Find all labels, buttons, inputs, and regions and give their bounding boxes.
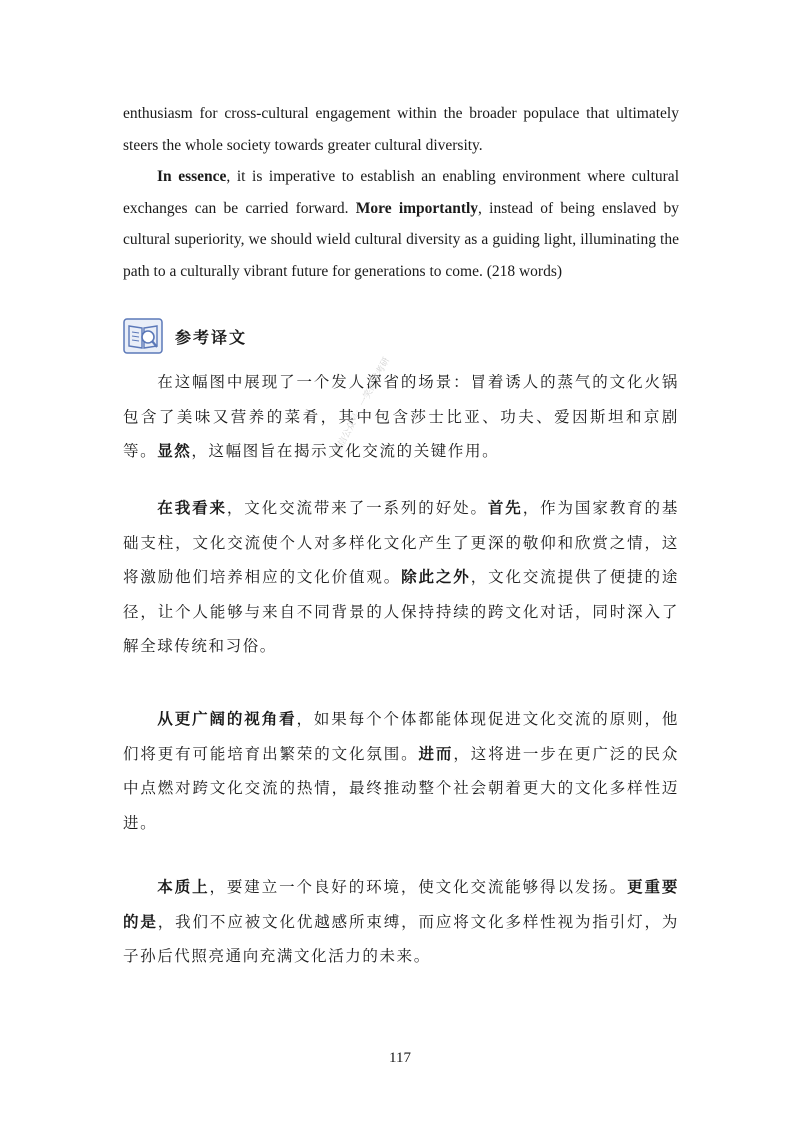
section-title: 参考译文 [175, 327, 248, 347]
section-heading [123, 318, 247, 354]
bold-phrase: 从更广阔的视角看 [157, 710, 297, 728]
chinese-paragraph-2: 在我看来，文化交流带来了一系列的好处。首先，作为国家教育的基础支柱，文化交流使个人对多样化文化产生了更深的敬仰和欣赏之情，这将激励他们培养相应的文化价值观。除此之外，文化交流提供了便捷的途径，让个人能够与来自不同背景的人保持持续的跨文化对话，同时深入了解全球传统和习俗。 [123, 499, 680, 655]
bold-phrase: 进而 [418, 744, 454, 763]
bold-phrase: 显然 [157, 442, 192, 460]
page-number: 117 [389, 1050, 411, 1066]
watermark: 微信公众号：一笑而过考研 [332, 356, 393, 457]
bold-phrase: 更重要的是 [123, 878, 679, 931]
bold-phrase: 在我看来 [157, 499, 227, 517]
chinese-paragraph-1: 在这幅图中展现了一个发人深省的场景：冒着诱人的蒸气的文化火锅包含了美味又营养的菜肴，其中包含莎士比亚、功夫、爱因斯坦和京剧等。显然，这幅图旨在揭示文化交流的关键作用。 [123, 373, 679, 460]
english-paragraph-2: In essence, it is imperative to establish an enabling environment where cultural exchanges can be carried forward. More importantly, instead of being enslaved by cultural superiority, we should wield cultural diversity as a guiding light, illuminating the path to a culturally vibrant future for generations to come. (218 words) [123, 168, 679, 280]
bold-phrase: In essence [157, 168, 227, 185]
chinese-paragraph-3: 从更广阔的视角看，如果每个个体都能体现促进文化交流的原则，他们将更有可能培育出繁荣的文化氛围。进而，这将进一步在更广泛的民众中点燃对跨文化交流的热情，最终推动整个社会朝着更大的文化多样性迈进。 [123, 710, 680, 832]
bold-phrase: 首先 [487, 499, 523, 517]
chinese-paragraph-4: 本质上，要建立一个良好的环境，使文化交流能够得以发扬。更重要的是，我们不应被文化优越感所束缚，而应将文化多样性视为指引灯，为子孙后代照亮通向充满文化活力的未来。 [123, 878, 679, 965]
bold-phrase: 本质上 [157, 878, 210, 896]
english-paragraph-1: enthusiasm for cross-cultural engagement within the broader populace that ultimately steers the whole society towards greater cultural diversity. [123, 105, 679, 154]
bold-phrase: 除此之外 [401, 568, 471, 586]
book-magnifier-icon [123, 318, 163, 354]
bold-phrase: More importantly [355, 199, 479, 217]
